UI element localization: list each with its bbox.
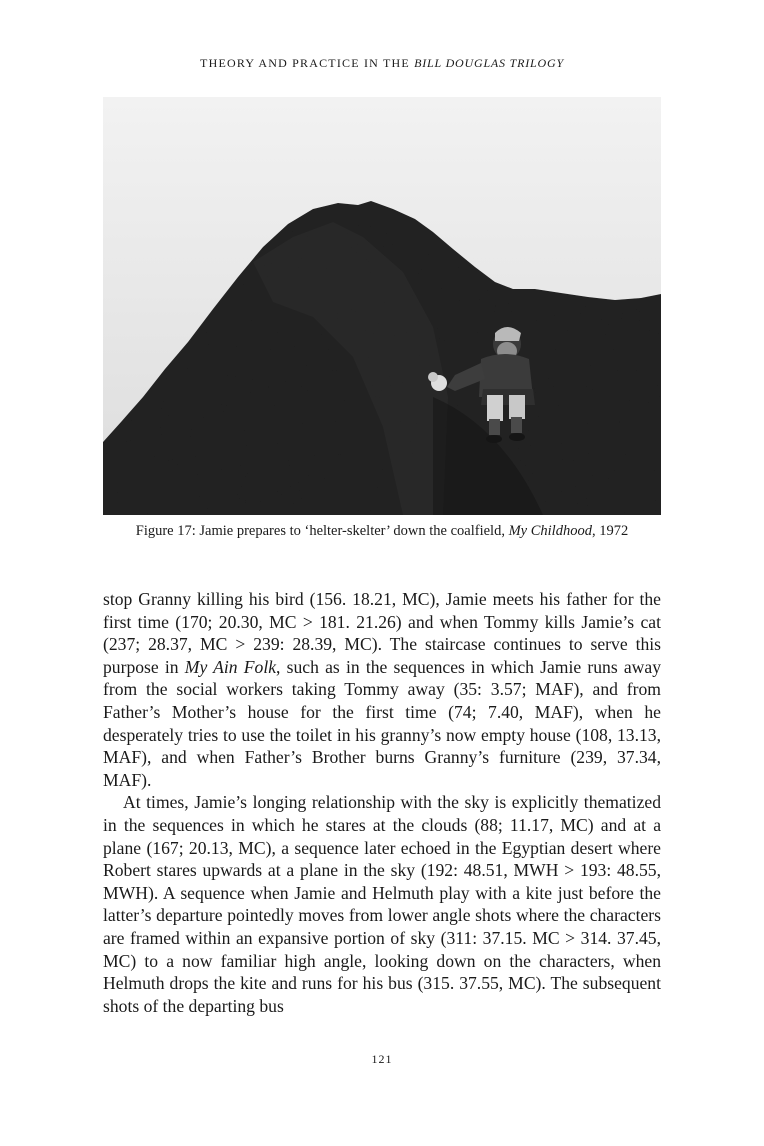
film-title: My Ain Folk [184,656,277,677]
paragraph-2: At times, Jamie’s longing relationship with the sky is explicitly thematized in the sequences in which he stares at the clouds (88; 11.17, MC) and at a plane (167; 20.13, MC), a sequence later echoed in the Egyptian desert where Robert stares upwards at a plane in the sky (192: 48.51, MWH > 193: 48.55, MWH). A sequence when Jamie and Helmuth play with a kite just before the latter’s departure pointedly moves from lower angle shots where the characters are framed within an expansive portion of sky (311: 37.15. MC > 314. 37.45, MC) to a now familiar high angle, looking down on the characters, when Helmuth drops the kite and runs for his bus (315. 37.55, MC). The subsequent shots of the departing bus [103,792,661,1016]
coalfield-photo [103,97,661,515]
paragraph-1-part-a: stop Granny killing his bird (156. 18.21, MC), Jamie meets his father for the first time (170; 20.30, MC > 181. 21.26) and when Tommy kills Jamie’s cat (237; 28.37, MC > 239: 28.39, MC). The staircase continues to serve this purpose in [103,589,661,677]
paragraph-1-part-b: , such as in the sequences in which Jamie runs away from the social workers taking Tommy away (35: 3.57; MAF), and from Father’s Mother’s house for the first time (74; 7.40, MAF), when he desperately tries to use the toilet in his granny’s now empty house (108, 13.13, MAF), and when Father’s Brother burns Granny’s furniture (239, 37.34, MAF). [103,656,661,790]
body-text [103,588,661,1017]
figure-caption [60,523,704,540]
caption-suffix: , 1972 [591,523,629,539]
running-head-plain: THEORY AND PRACTICE IN THE [200,56,415,70]
paragraph-1 [103,588,661,791]
running-head [0,56,764,71]
page-number: 121 [371,1052,393,1066]
caption-title: My Childhood [508,523,592,539]
caption-prefix: Figure 17: Jamie prepares to ‘helter-skelter’ down the coalfield, [135,523,509,539]
film-still-figure [103,97,661,515]
running-head-italic: BILL DOUGLAS TRILOGY [414,56,564,70]
